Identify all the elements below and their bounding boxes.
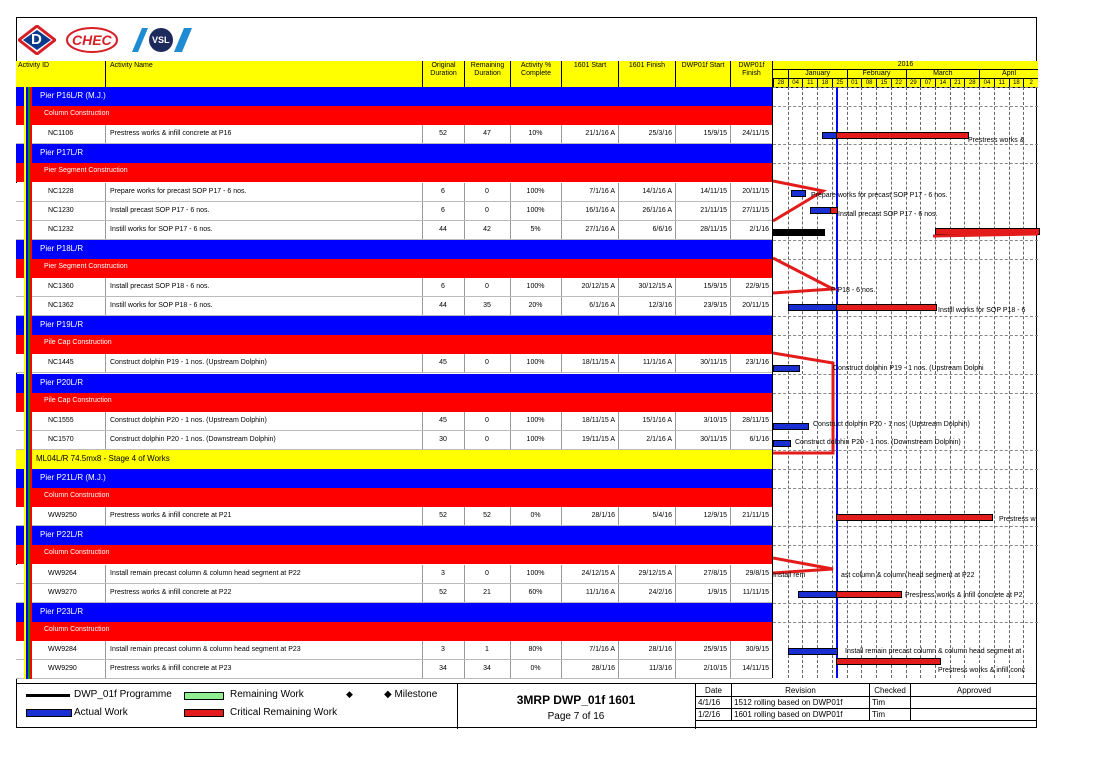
cell-s2: 21/11/15 — [700, 206, 727, 214]
cell-f1: 14/1/16 A — [642, 187, 672, 195]
table-row[interactable] — [16, 125, 772, 144]
cell-pc: 100% — [526, 435, 545, 443]
cell-s2: 28/11/15 — [700, 225, 727, 233]
gantt-bar-label: Prestress works & infill conc — [938, 667, 1026, 674]
cell-od: 3 — [441, 569, 445, 577]
column-divider — [105, 565, 106, 583]
month-label: January — [788, 70, 847, 78]
wbs-label: Pier P18L/R — [40, 243, 84, 253]
wbs-header-row[interactable] — [16, 374, 772, 393]
activity-name: Install remain precast column & column head segment at P23 — [110, 645, 301, 653]
column-divider — [105, 660, 106, 678]
cell-rd: 0 — [485, 435, 489, 443]
cell-f2: 2/1/16 — [749, 225, 769, 233]
cell-s2: 25/9/15 — [703, 645, 727, 653]
activity-name: Construct dolphin P20 - 1 nos. (Upstream Dolphin) — [110, 416, 267, 424]
col-activity-id[interactable]: Activity ID — [18, 62, 50, 69]
wbs-header-row[interactable] — [16, 603, 772, 622]
week-label: 28 — [964, 79, 979, 87]
week-label: 15 — [876, 79, 891, 87]
remaining-swatch — [184, 692, 224, 700]
cell-rd: 47 — [483, 130, 491, 138]
activity-id: WW9270 — [48, 588, 77, 596]
table-row[interactable] — [16, 183, 772, 202]
col-1601-start[interactable]: 1601 Start — [561, 61, 618, 87]
col-percent-complete[interactable]: Activity % Complete — [510, 61, 561, 87]
cell-pc: 100% — [526, 416, 545, 424]
timeline-year: 2016 — [773, 61, 1038, 70]
wbs-label: Pier P21L/R (M.J.) — [40, 473, 106, 482]
cell-rd: 0 — [485, 206, 489, 214]
cell-s2: 30/11/15 — [700, 359, 727, 367]
week-label: 2 — [1023, 79, 1038, 87]
relationship-link — [773, 181, 823, 221]
wbs-header-row[interactable] — [16, 144, 772, 163]
cell-od: 52 — [439, 130, 447, 138]
cell-s1: 7/1/16 A — [589, 187, 615, 195]
gantt-bar-label: Construct dolphin P20 - 1 nos. (Downstream Dolphin) — [795, 439, 961, 446]
cell-rd: 1 — [485, 645, 489, 653]
cell-rd: 0 — [485, 187, 489, 195]
gantt-bar-label: Prestress works & — [968, 137, 1025, 144]
cell-f2: 11/11/15 — [742, 588, 769, 596]
cell-s1: 21/1/16 A — [585, 130, 615, 138]
activity-name: Prepare works for precast SOP P17 - 6 nos. — [110, 187, 247, 195]
cell-od: 52 — [439, 512, 447, 520]
table-row[interactable] — [16, 641, 772, 660]
cell-pc: 100% — [526, 283, 545, 290]
relationship-link — [773, 558, 833, 573]
revision-cell: 1/2/16 — [695, 709, 731, 721]
activity-name: Install remain precast column & column head segment at P22 — [110, 569, 301, 577]
activity-id: NC1232 — [48, 225, 74, 233]
wbs-label: Pier Segment Construction — [44, 262, 128, 270]
cell-f1: 12/3/16 — [648, 302, 672, 310]
cell-od: 6 — [441, 283, 445, 290]
legend-remaining: Remaining Work — [230, 689, 304, 700]
week-label: 25 — [832, 79, 847, 87]
cell-pc: 80% — [528, 645, 543, 653]
wbs-header-row[interactable] — [16, 87, 772, 106]
cell-f1: 5/4/16 — [652, 512, 672, 520]
column-divider — [105, 641, 106, 659]
activity-name: Instill works for SOP P17 - 6 nos. — [110, 225, 213, 233]
wbs-header-row[interactable] — [16, 526, 772, 545]
week-label: 11 — [994, 79, 1009, 87]
logo-bar — [18, 22, 194, 58]
cell-pc: 5% — [530, 225, 541, 233]
cell-s1: 18/11/15 A — [582, 416, 615, 424]
revision-header: Checked — [869, 684, 910, 697]
gantt-chart — [772, 61, 1038, 678]
cell-rd: 35 — [483, 302, 491, 310]
table-row[interactable] — [16, 412, 772, 431]
cell-od: 6 — [441, 187, 445, 195]
cell-pc: 100% — [526, 359, 545, 367]
cell-f1: 11/3/16 — [649, 665, 672, 672]
month-label: March — [906, 70, 980, 78]
programme-line — [26, 694, 70, 697]
revision-header: Revision — [731, 684, 869, 697]
milestone-diamond-icon: ◆ — [346, 689, 353, 699]
wbs-label: Pier P17L/R — [40, 148, 84, 158]
title-box — [457, 684, 696, 729]
cell-s2: 14/11/15 — [700, 187, 727, 195]
cell-f2: 29/8/15 — [745, 569, 769, 577]
page-number: Page 7 of 16 — [547, 711, 605, 722]
table-row[interactable] — [16, 565, 772, 584]
gantt-bar-label: Prestress works & infill concrete at P2 — [905, 592, 1023, 599]
wbs-header-row[interactable] — [16, 488, 772, 507]
table-row[interactable] — [16, 584, 772, 603]
week-label: 04 — [788, 79, 803, 87]
revision-cell: Tim — [869, 697, 910, 709]
relationship-link — [773, 353, 833, 453]
revision-header: Date — [695, 684, 731, 697]
cell-s1: 18/11/15 A — [582, 359, 615, 367]
cell-od: 45 — [439, 416, 447, 424]
week-label: 18 — [1009, 79, 1024, 87]
relationship-link — [773, 258, 833, 293]
cell-s2: 27/8/15 — [703, 569, 727, 577]
gantt-bar-label: Install precast SOP P17 - 6 nos. — [838, 211, 938, 218]
cell-f1: 25/3/16 — [648, 130, 672, 138]
gantt-bar-label: ast column & column head segment at P22 — [841, 572, 975, 579]
cell-f1: 6/6/16 — [652, 225, 672, 233]
cell-s1: 19/11/15 A — [582, 435, 615, 443]
cell-od: 30 — [439, 435, 447, 443]
cell-f1: 28/1/16 — [648, 645, 672, 653]
cell-pc: 0% — [530, 665, 541, 672]
cell-s1: 16/1/16 A — [585, 206, 615, 214]
table-row[interactable] — [16, 221, 772, 240]
table-row[interactable] — [16, 431, 772, 450]
column-divider — [105, 297, 106, 315]
table-row[interactable] — [16, 202, 772, 221]
cell-f2: 28/11/15 — [742, 416, 769, 424]
cell-f2: 30/9/15 — [745, 645, 769, 653]
wbs-header-row[interactable] — [16, 393, 772, 412]
wbs-level-strip — [30, 87, 32, 679]
wbs-header-row[interactable] — [16, 106, 772, 125]
revision-cell: Tim — [869, 709, 910, 721]
activity-name: Construct dolphin P19 - 1 nos. (Upstream Dolphin) — [110, 359, 267, 367]
legend-footer — [16, 683, 1037, 729]
cell-f1: 15/1/16 A — [642, 416, 672, 424]
column-divider — [105, 125, 106, 143]
wbs-label: Pier P22L/R — [40, 530, 84, 540]
wbs-header-row[interactable] — [16, 545, 772, 564]
month-label: April — [979, 70, 1038, 78]
legend-milestone: ◆ Milestone — [384, 689, 438, 700]
gantt-bar-label: Instill works for SOP P18 - 6 — [938, 307, 1026, 314]
cell-od: 45 — [439, 359, 447, 367]
cell-rd: 34 — [483, 665, 491, 672]
week-label: 28 — [773, 79, 788, 87]
cell-s2: 12/9/15 — [703, 512, 727, 520]
week-label: 14 — [935, 79, 950, 87]
activity-id: NC1360 — [48, 283, 74, 290]
wbs-label: Pile Cap Construction — [44, 396, 112, 404]
cell-rd: 52 — [483, 512, 491, 520]
revision-cell: 4/1/16 — [695, 697, 731, 709]
cell-pc: 0% — [530, 512, 541, 520]
cell-f2: 21/11/15 — [742, 512, 769, 520]
cell-s1: 6/1/16 A — [589, 302, 615, 310]
table-row[interactable] — [16, 278, 772, 297]
cell-s2: 30/11/15 — [700, 435, 727, 443]
legend-critical: Critical Remaining Work — [230, 707, 338, 718]
relationship-link — [933, 234, 1038, 236]
wbs-label: Column Construction — [44, 549, 110, 557]
activity-id: WW9250 — [48, 512, 77, 520]
critical-swatch — [184, 709, 224, 717]
cell-s1: 24/12/15 A — [581, 569, 615, 577]
activity-id: NC1362 — [48, 302, 74, 310]
wbs-label: Pier P20L/R — [40, 377, 84, 387]
col-remaining-duration[interactable]: Remaining Duration — [464, 61, 510, 87]
cell-s1: 27/1/16 A — [585, 225, 615, 233]
cell-s1: 7/1/16 A — [589, 645, 615, 653]
activity-id: NC1106 — [48, 130, 74, 138]
table-row[interactable] — [16, 507, 772, 526]
column-divider — [105, 278, 106, 296]
schedule-title: 3MRP DWP_01f 1601 — [516, 693, 636, 707]
wbs-header-row[interactable] — [16, 259, 772, 278]
week-label: 07 — [920, 79, 935, 87]
cell-f1: 30/12/15 A — [638, 283, 672, 290]
col-dwp01f-start[interactable]: DWP01f Start — [675, 61, 730, 87]
column-divider — [105, 221, 106, 239]
activity-id: WW9290 — [48, 665, 77, 672]
cell-f1: 29/12/15 A — [638, 569, 672, 577]
legend-actual: Actual Work — [74, 707, 128, 718]
column-divider — [105, 183, 106, 201]
d-logo: D — [18, 25, 56, 55]
activity-name: Install precast SOP P18 - 6 nos. — [110, 283, 210, 290]
cell-f1: 26/1/16 A — [642, 206, 672, 214]
cell-od: 44 — [439, 225, 447, 233]
week-label: 08 — [861, 79, 876, 87]
activity-id: NC1230 — [48, 206, 74, 214]
wbs-label: Column Construction — [44, 492, 110, 500]
cell-s1: 28/1/16 — [591, 665, 615, 672]
cell-rd: 0 — [485, 359, 489, 367]
week-label: 21 — [950, 79, 965, 87]
column-divider — [105, 412, 106, 430]
week-label: 29 — [906, 79, 921, 87]
actual-swatch — [26, 709, 72, 717]
week-label: 11 — [802, 79, 817, 87]
activity-name: Instill works for SOP P18 - 6 nos. — [110, 302, 213, 310]
table-row[interactable] — [16, 660, 772, 679]
revision-cell: 1601 rolling based on DWP01f — [731, 709, 869, 721]
cell-od: 6 — [441, 206, 445, 214]
activity-id: NC1445 — [48, 359, 74, 367]
cell-rd: 0 — [485, 569, 489, 577]
cell-s1: 28/1/16 — [591, 512, 615, 520]
gantt-bar-label: Construct dolphin P20 - 1 nos. (Upstream Dolphin) — [813, 421, 970, 428]
column-divider — [105, 431, 106, 449]
column-divider — [105, 354, 106, 372]
wbs-label: Pier P19L/R — [40, 320, 84, 330]
activity-name: Prestress works & infill concrete at P22 — [110, 588, 232, 596]
vsl-logo: VSL — [128, 26, 194, 54]
wbs-label: Column Construction — [44, 110, 110, 118]
week-label: 01 — [847, 79, 862, 87]
cell-od: 44 — [439, 302, 447, 310]
col-activity-name[interactable]: Activity Name — [105, 61, 422, 87]
column-divider — [105, 584, 106, 602]
cell-s2: 3/10/15 — [703, 416, 727, 424]
gantt-bar-label: Install rem — [773, 572, 806, 579]
cell-s2: 1/9/15 — [707, 588, 727, 596]
column-divider — [105, 507, 106, 525]
col-dwp01f-finish[interactable]: DWP01f Finish — [730, 61, 772, 87]
revision-cell: 1512 rolling based on DWP01f — [731, 697, 869, 709]
cell-od: 34 — [439, 665, 447, 672]
revision-cell — [910, 709, 1037, 721]
cell-s1: 20/12/15 A — [581, 283, 615, 290]
revision-cell — [910, 697, 1037, 709]
gantt-bar-label: Construct dolphin P19 - 1 nos. (Upstream Dolphi — [833, 365, 984, 372]
cell-pc: 60% — [528, 588, 543, 596]
cell-pc: 100% — [526, 569, 545, 577]
cell-s2: 15/9/15 — [703, 283, 727, 290]
table-header — [16, 61, 772, 88]
cell-od: 3 — [441, 645, 445, 653]
cell-f2: 27/11/15 — [742, 206, 769, 214]
wbs-label: Pier P23L/R — [40, 606, 84, 616]
wbs-header-row[interactable] — [16, 469, 772, 488]
column-divider — [105, 202, 106, 220]
cell-pc: 20% — [528, 302, 543, 310]
activity-name: Prestress works & infill concrete at P16 — [110, 130, 232, 138]
wbs-header-row[interactable] — [16, 240, 772, 259]
cell-rd: 0 — [485, 416, 489, 424]
activity-name: Prestress works & infill concrete at P23 — [110, 665, 232, 672]
week-label: 04 — [979, 79, 994, 87]
gantt-bar-label: P P18 - 6 nos. — [831, 287, 876, 294]
activity-id: NC1228 — [48, 187, 74, 195]
week-label: 18 — [817, 79, 832, 87]
legend-programme: DWP_01f Programme — [74, 689, 172, 700]
cell-s2: 2/10/15 — [703, 665, 727, 672]
cell-od: 52 — [439, 588, 447, 596]
gantt-bar-label: Prestress w — [999, 516, 1036, 523]
gantt-bar-label: Prepare works for precast SOP P17 - 6 nos. — [811, 192, 948, 199]
cell-pc: 100% — [526, 187, 545, 195]
cell-f1: 11/1/16 A — [642, 359, 672, 367]
wbs-header-row[interactable] — [16, 622, 772, 641]
gantt-bar-label: Install remain precast column & column head segment at — [845, 648, 1022, 655]
cell-f2: 20/11/15 — [742, 302, 769, 310]
table-row[interactable] — [16, 297, 772, 316]
activity-id: NC1555 — [48, 416, 74, 424]
cell-f2: 6/1/16 — [749, 435, 769, 443]
cell-rd: 42 — [483, 225, 491, 233]
cell-f2: 24/11/15 — [742, 130, 769, 138]
activity-name: Install precast SOP P17 - 6 nos. — [110, 206, 210, 214]
activity-name: Prestress works & infill concrete at P21 — [110, 512, 232, 520]
cell-s2: 23/9/15 — [703, 302, 727, 310]
activity-id: NC1570 — [48, 435, 74, 443]
activity-id: WW9284 — [48, 645, 77, 653]
table-row[interactable] — [16, 354, 772, 373]
legend-box — [16, 684, 458, 729]
cell-pc: 10% — [528, 130, 543, 138]
wbs-header-row[interactable] — [16, 316, 772, 335]
cell-f1: 24/2/16 — [648, 588, 672, 596]
month-label: February — [847, 70, 906, 78]
cell-rd: 21 — [483, 588, 491, 596]
wbs-header-row[interactable] — [16, 163, 772, 182]
activity-id: WW9264 — [48, 569, 77, 577]
cell-pc: 100% — [526, 206, 545, 214]
activity-name: Construct dolphin P20 - 1 nos. (Downstream Dolphin) — [110, 435, 276, 443]
revision-header: Approved — [910, 684, 1037, 697]
wbs-label: Pier Segment Construction — [44, 167, 128, 175]
wbs-header-row[interactable] — [16, 335, 772, 354]
col-1601-finish[interactable]: 1601 Finish — [618, 61, 675, 87]
cell-rd: 0 — [485, 283, 489, 290]
cell-f2: 22/9/15 — [745, 283, 769, 290]
revision-table — [695, 684, 1037, 729]
cell-f2: 14/11/15 — [742, 665, 769, 672]
cell-s1: 11/1/16 A — [585, 588, 615, 596]
wbs-label: Pier P16L/R (M.J.) — [40, 91, 106, 100]
wbs-label: Pile Cap Construction — [44, 339, 112, 347]
cell-f2: 20/11/15 — [742, 187, 769, 195]
wbs-header-row[interactable] — [16, 450, 772, 469]
cell-f2: 23/1/16 — [745, 359, 769, 367]
chec-logo: CHEC — [66, 26, 118, 54]
wbs-label: ML04L/R 74.5mx8 - Stage 4 of Works — [36, 453, 170, 463]
wbs-label: Column Construction — [44, 625, 110, 633]
week-label: 22 — [891, 79, 906, 87]
col-original-duration[interactable]: Original Duration — [422, 61, 464, 87]
cell-f1: 2/1/16 A — [646, 435, 672, 443]
cell-s2: 15/9/15 — [703, 130, 727, 138]
